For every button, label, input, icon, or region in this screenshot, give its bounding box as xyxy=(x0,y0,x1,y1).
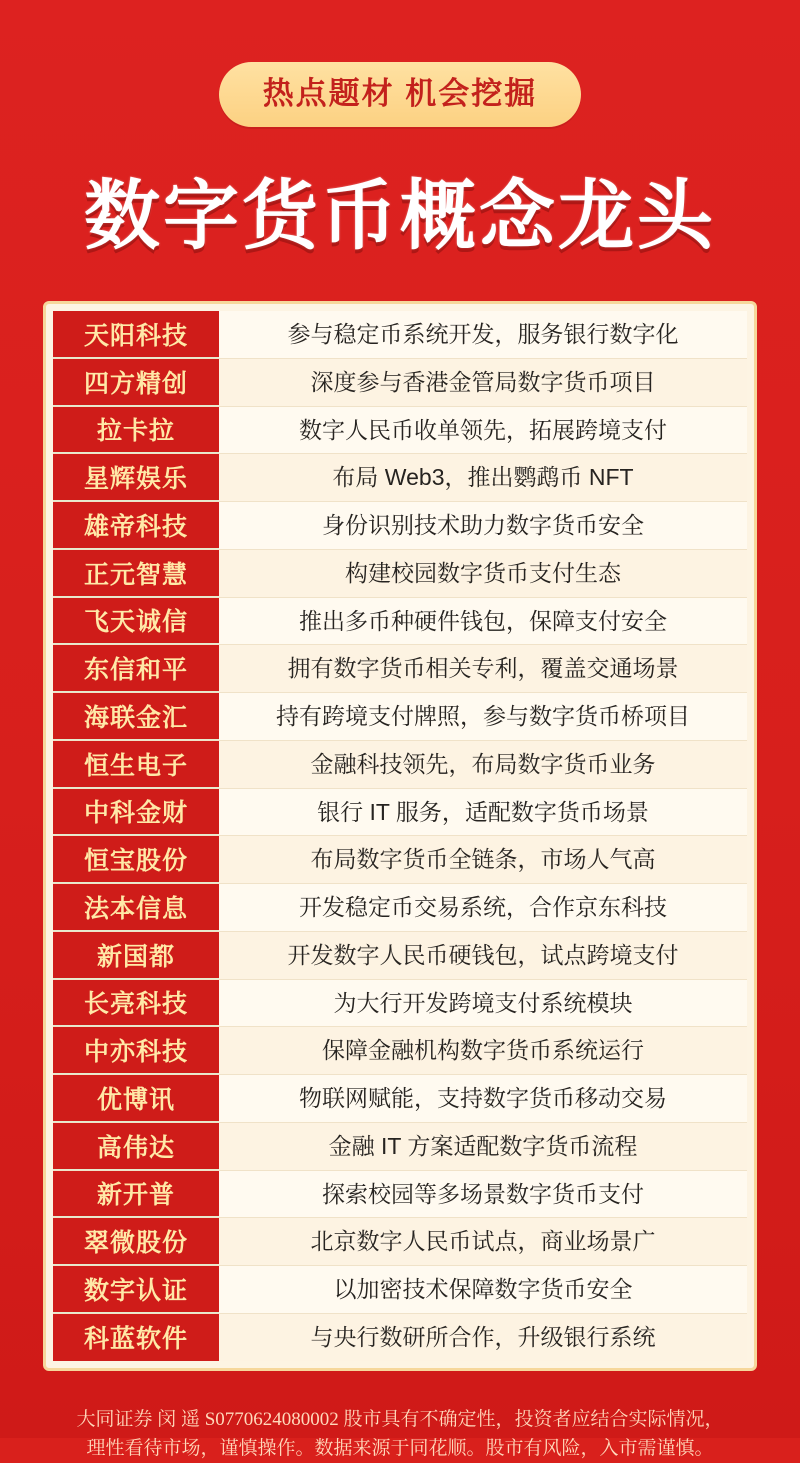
table-row xyxy=(53,502,747,550)
table-row xyxy=(53,980,747,1028)
table-row xyxy=(53,1123,747,1171)
stock-list-card xyxy=(43,301,757,1371)
stock-table xyxy=(53,311,747,1361)
stock-description-cell: 参与稳定币系统开发，服务银行数字化 xyxy=(219,311,747,358)
disclaimer-line-1: 大同证券 闵 遥 S0770624080002 股市具有不确定性，投资者应结合实际情况， xyxy=(50,1405,750,1434)
stock-description-cell: 北京数字人民币试点，商业场景广 xyxy=(219,1218,747,1265)
stock-description-cell: 金融科技领先，布局数字货币业务 xyxy=(219,741,747,788)
stock-name-cell: 法本信息 xyxy=(53,884,219,931)
table-row xyxy=(53,693,747,741)
headline-badge-label: 热点题材 机会挖掘 xyxy=(263,78,538,109)
table-row xyxy=(53,407,747,455)
table-row xyxy=(53,1075,747,1123)
stock-description-cell: 身份识别技术助力数字货币安全 xyxy=(219,502,747,549)
stock-name-cell: 星辉娱乐 xyxy=(53,454,219,501)
table-row xyxy=(53,359,747,407)
stock-description-cell: 金融 IT 方案适配数字货币流程 xyxy=(219,1123,747,1170)
stock-name-cell: 新开普 xyxy=(53,1171,219,1218)
stock-description-cell: 与央行数研所合作，升级银行系统 xyxy=(219,1314,747,1361)
stock-description-cell: 深度参与香港金管局数字货币项目 xyxy=(219,359,747,406)
page-title: 数字货币概念龙头 xyxy=(84,179,716,255)
table-row xyxy=(53,741,747,789)
stock-description-cell: 保障金融机构数字货币系统运行 xyxy=(219,1027,747,1074)
stock-name-cell: 正元智慧 xyxy=(53,550,219,597)
stock-description-cell: 为大行开发跨境支付系统模块 xyxy=(219,980,747,1027)
stock-name-cell: 恒生电子 xyxy=(53,741,219,788)
table-row xyxy=(53,1266,747,1314)
table-row xyxy=(53,1171,747,1219)
stock-description-cell: 银行 IT 服务，适配数字货币场景 xyxy=(219,789,747,836)
stock-name-cell: 拉卡拉 xyxy=(53,407,219,454)
stock-name-cell: 优博讯 xyxy=(53,1075,219,1122)
stock-name-cell: 雄帝科技 xyxy=(53,502,219,549)
stock-description-cell: 以加密技术保障数字货币安全 xyxy=(219,1266,747,1313)
stock-name-cell: 飞天诚信 xyxy=(53,598,219,645)
stock-name-cell: 高伟达 xyxy=(53,1123,219,1170)
stock-name-cell: 天阳科技 xyxy=(53,311,219,358)
table-row xyxy=(53,1218,747,1266)
table-row xyxy=(53,884,747,932)
table-row xyxy=(53,311,747,359)
disclaimer xyxy=(50,1405,750,1463)
stock-description-cell: 布局数字货币全链条，市场人气高 xyxy=(219,836,747,883)
stock-name-cell: 中亦科技 xyxy=(53,1027,219,1074)
headline-badge xyxy=(219,62,582,127)
table-row xyxy=(53,598,747,646)
stock-description-cell: 推出多币种硬件钱包，保障支付安全 xyxy=(219,598,747,645)
stock-description-cell: 物联网赋能，支持数字货币移动交易 xyxy=(219,1075,747,1122)
stock-name-cell: 新国都 xyxy=(53,932,219,979)
stock-description-cell: 拥有数字货币相关专利，覆盖交通场景 xyxy=(219,645,747,692)
stock-name-cell: 恒宝股份 xyxy=(53,836,219,883)
table-row xyxy=(53,454,747,502)
stock-description-cell: 布局 Web3，推出鹦鹉币 NFT xyxy=(219,454,747,501)
stock-name-cell: 科蓝软件 xyxy=(53,1314,219,1361)
stock-name-cell: 东信和平 xyxy=(53,645,219,692)
table-row xyxy=(53,550,747,598)
table-row xyxy=(53,645,747,693)
stock-description-cell: 持有跨境支付牌照，参与数字货币桥项目 xyxy=(219,693,747,740)
stock-description-cell: 构建校园数字货币支付生态 xyxy=(219,550,747,597)
table-row xyxy=(53,1314,747,1361)
stock-description-cell: 开发数字人民币硬钱包，试点跨境支付 xyxy=(219,932,747,979)
stock-description-cell: 探索校园等多场景数字货币支付 xyxy=(219,1171,747,1218)
table-row xyxy=(53,836,747,884)
stock-name-cell: 翠微股份 xyxy=(53,1218,219,1265)
table-row xyxy=(53,932,747,980)
stock-name-cell: 海联金汇 xyxy=(53,693,219,740)
stock-description-cell: 数字人民币收单领先，拓展跨境支付 xyxy=(219,407,747,454)
stock-name-cell: 四方精创 xyxy=(53,359,219,406)
stock-name-cell: 中科金财 xyxy=(53,789,219,836)
disclaimer-line-2: 理性看待市场，谨慎操作。数据来源于同花顺。股市有风险，入市需谨慎。 xyxy=(50,1434,750,1463)
stock-name-cell: 长亮科技 xyxy=(53,980,219,1027)
stock-description-cell: 开发稳定币交易系统，合作京东科技 xyxy=(219,884,747,931)
stock-name-cell: 数字认证 xyxy=(53,1266,219,1313)
table-row xyxy=(53,789,747,837)
table-row xyxy=(53,1027,747,1075)
